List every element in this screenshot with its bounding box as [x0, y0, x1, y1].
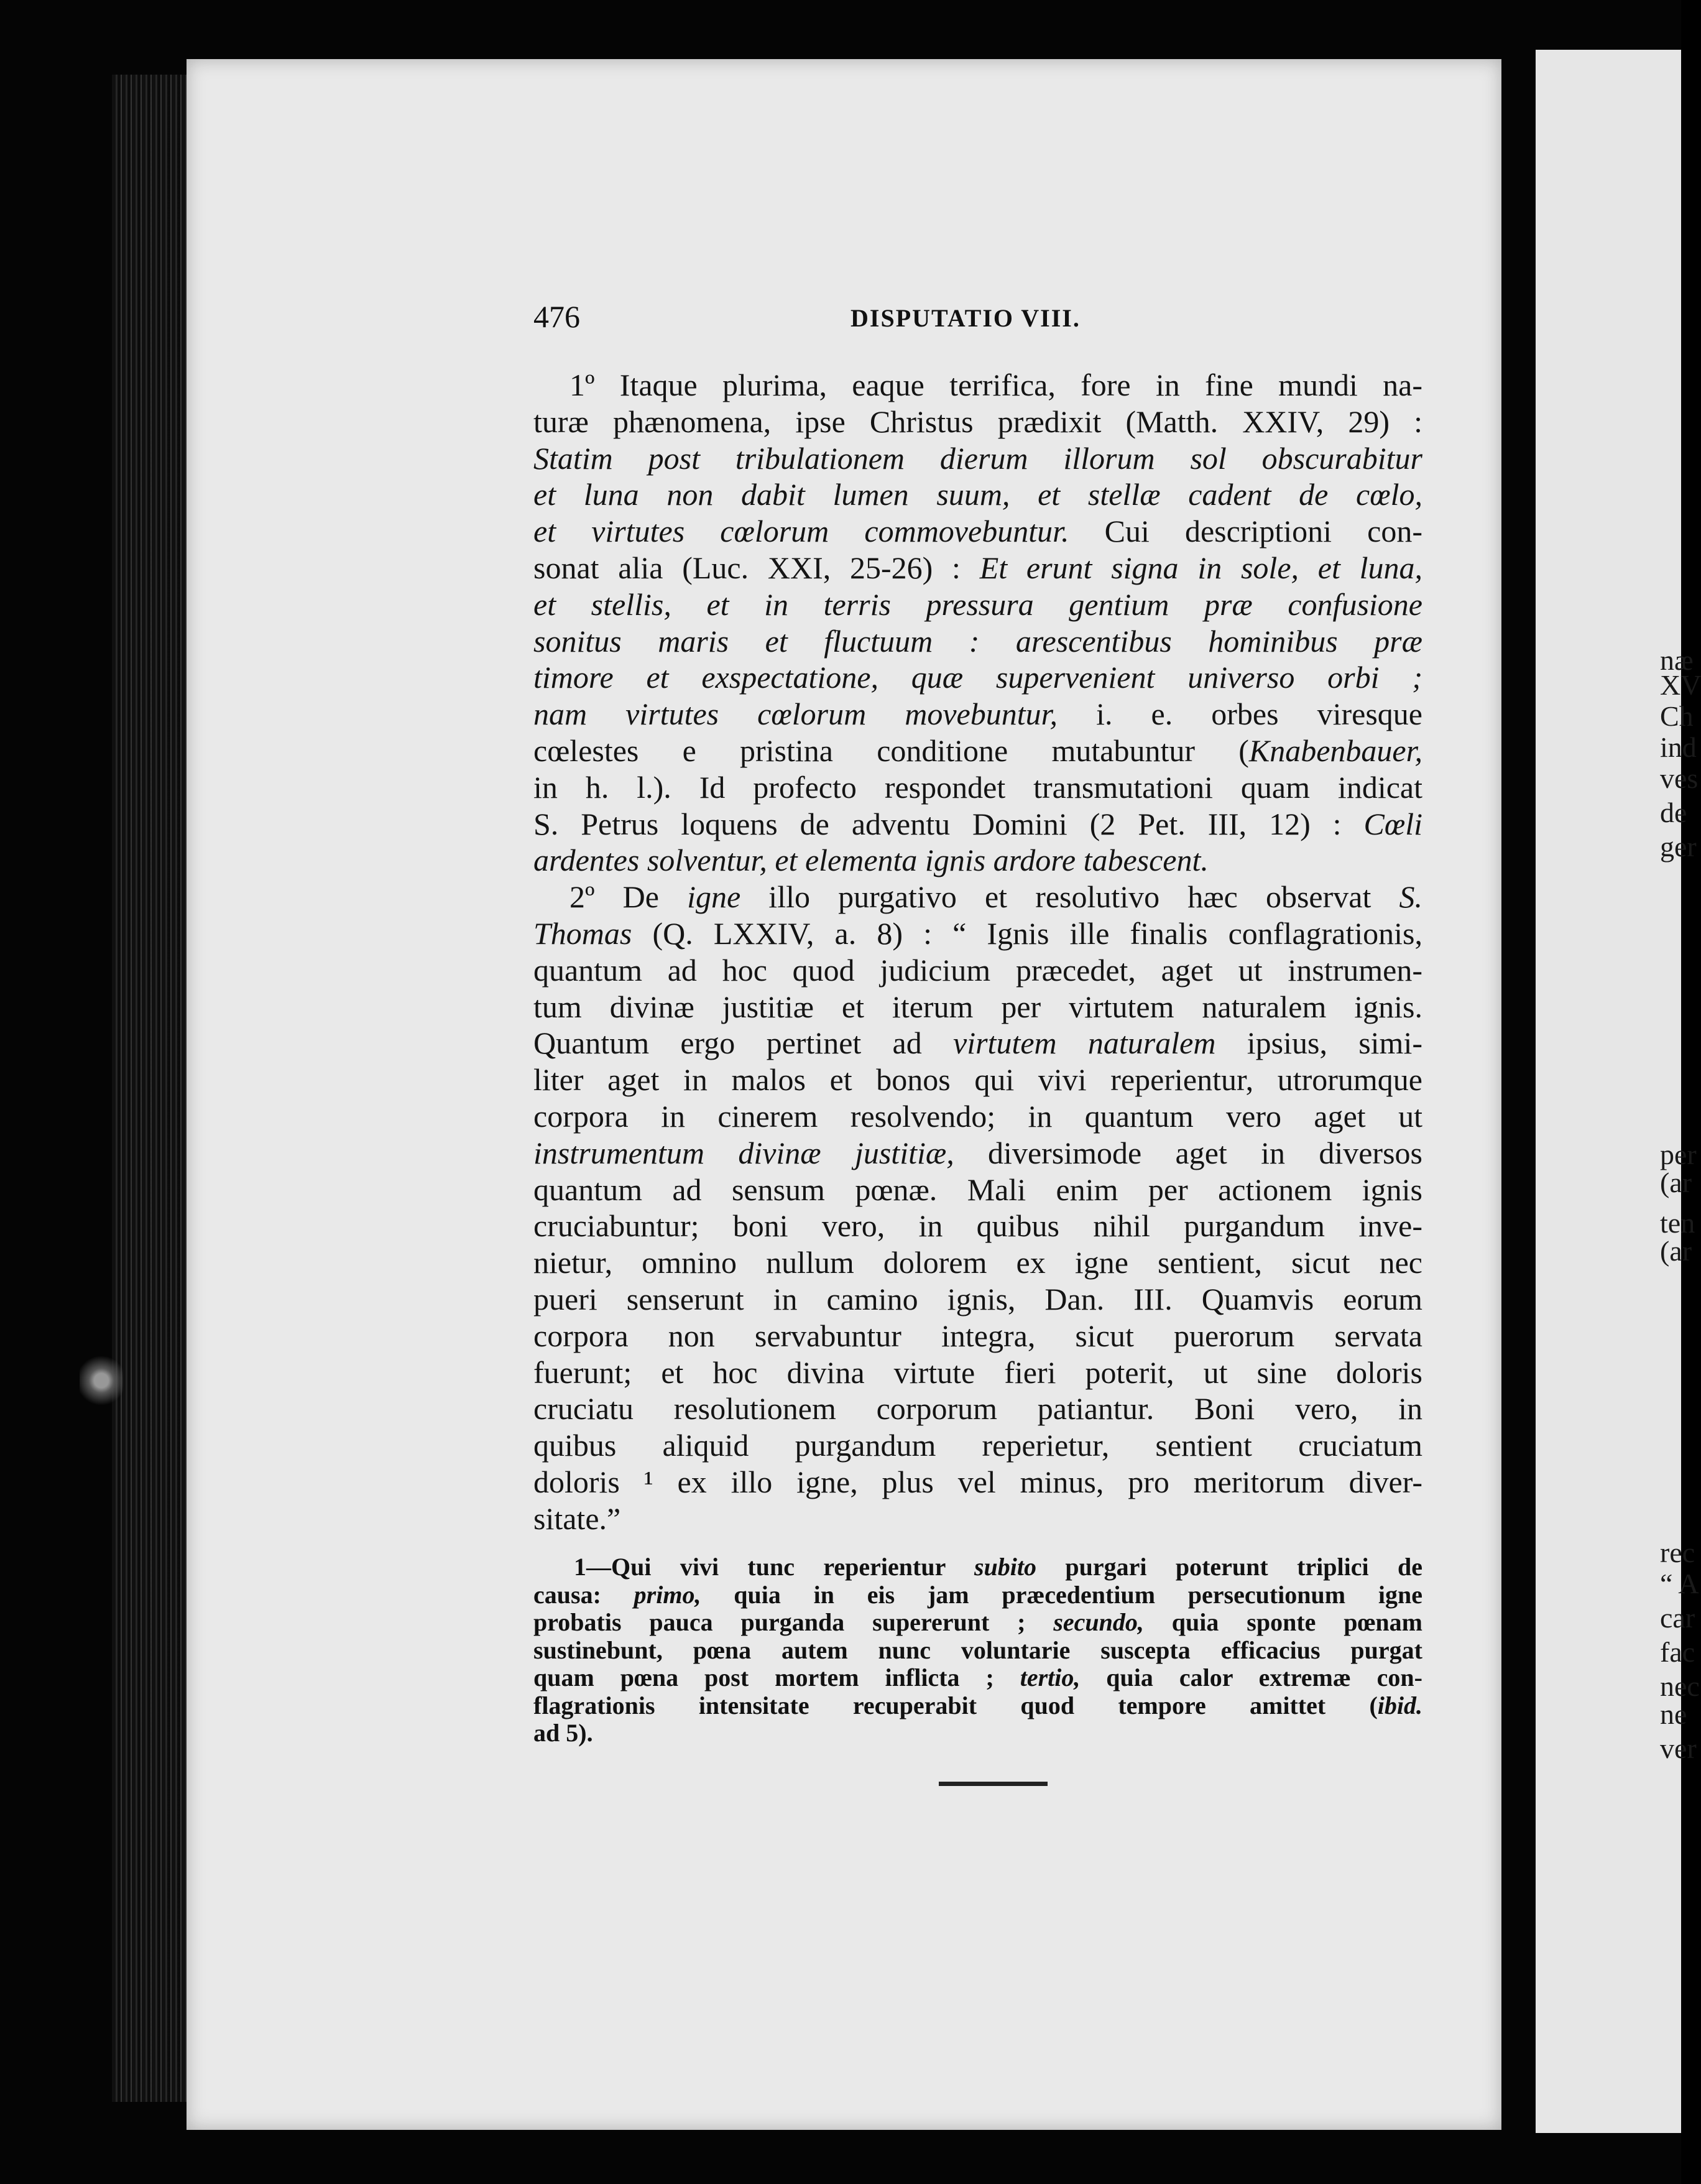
- facing-page-fragment: (ar: [1660, 1235, 1692, 1267]
- italic-text: subito: [974, 1553, 1037, 1581]
- page-number: 476: [533, 299, 580, 334]
- body-line: [533, 989, 1422, 1025]
- body-line: [533, 586, 1422, 623]
- footnote-line: [533, 1692, 1422, 1720]
- facing-page-fragment: ne: [1660, 1698, 1687, 1730]
- body-line: [533, 1501, 1422, 1537]
- facing-page-fragment: “ A: [1660, 1568, 1699, 1599]
- text-run: sustinebunt, pœna autem nunc voluntarie suscepta efficacius purgat: [533, 1636, 1422, 1664]
- text-run: liter aget in malos et bonos qui vivi reperientur, utrorumque: [533, 1062, 1422, 1098]
- page-header: [533, 298, 1422, 336]
- running-head: DISPUTATIO VIII.: [850, 304, 1081, 332]
- body-line: [533, 1062, 1422, 1098]
- footnote-line: [533, 1664, 1422, 1692]
- text-run: Quantum ergo pertinet ad: [533, 1025, 954, 1061]
- facing-page-fragment: ten: [1660, 1207, 1695, 1239]
- italic-text: Knabenbauer,: [1248, 733, 1422, 768]
- italic-text: instrumentum divinæ justitiæ,: [533, 1135, 954, 1170]
- body-line: [533, 1318, 1422, 1354]
- body-line: [533, 879, 1422, 915]
- body-line: [533, 659, 1422, 696]
- italic-text: timore et exspectatione, quæ supervenient universo orbi ;: [533, 660, 1422, 695]
- body-line: [533, 842, 1422, 879]
- facing-page-fragment: (ar: [1660, 1167, 1692, 1198]
- italic-text: secundo,: [1053, 1608, 1144, 1636]
- text-run: S. Petrus loquens de adventu Domini (2 Pet. III, 12) :: [533, 806, 1364, 841]
- body-line: [533, 769, 1422, 806]
- body-line: [533, 1390, 1422, 1427]
- text-run: illo purgativo et resolutivo hæc observat: [740, 879, 1399, 915]
- body-line: [533, 1464, 1422, 1501]
- facing-page-fragment: ves: [1660, 762, 1699, 794]
- ink-smudge: [80, 1353, 123, 1409]
- body-line: [533, 1244, 1422, 1281]
- body-line: [533, 733, 1422, 769]
- facing-page-fragment: de: [1660, 797, 1687, 828]
- italic-text: et stellis, et in terris pressura gentium præ confusione: [533, 586, 1422, 622]
- italic-text: tertio,: [1020, 1663, 1081, 1691]
- text-run: quia sponte pœnam: [1143, 1608, 1422, 1636]
- facing-page-fragment: rec: [1660, 1537, 1695, 1568]
- text-run: ad 5).: [533, 1719, 593, 1747]
- facing-page-fragment: XV: [1660, 669, 1701, 701]
- text-run: quia in eis jam præcedentium persecutionum igne: [701, 1580, 1422, 1609]
- body-line: [533, 476, 1422, 513]
- end-rule: [939, 1782, 1048, 1786]
- text-run: doloris ¹ ex illo igne, plus vel minus, pro meritorum diver-: [533, 1464, 1422, 1499]
- body-line: [533, 550, 1422, 586]
- text-run: cœlestes e pristina conditione mutabuntur (: [533, 733, 1249, 768]
- text-run: flagrationis intensitate recuperabit quod tempore amittet (: [533, 1691, 1378, 1719]
- italic-text: Statim post tribulationem dierum illorum sol obscurabitur: [533, 440, 1422, 476]
- facing-page-fragment: næ: [1660, 644, 1694, 676]
- body-line: [533, 623, 1422, 660]
- text-run: cruciatu resolutionem corporum patiantur. Boni vero, in: [533, 1391, 1422, 1427]
- text-run: pueri senserunt in camino ignis, Dan. III. Quamvis eorum: [533, 1281, 1422, 1316]
- italic-text: et virtutes cœlorum commovebuntur.: [533, 514, 1069, 549]
- text-run: tum divinæ justitiæ et iterum per virtutem naturalem ignis.: [533, 989, 1422, 1024]
- body-line: [533, 696, 1422, 733]
- body-line: [533, 1208, 1422, 1244]
- text-run: ipsius, simi-: [1215, 1025, 1422, 1061]
- footnote-line: [533, 1719, 1422, 1747]
- italic-text: Thomas: [533, 915, 632, 951]
- text-run: Cui descriptioni con-: [1069, 514, 1422, 549]
- facing-page-fragment: ger: [1660, 831, 1697, 863]
- text-run: (Q. LXXIV, a. 8) : “ Ignis ille finalis conflagrationis,: [632, 915, 1422, 951]
- body-line: [533, 1135, 1422, 1172]
- footnote-line: [533, 1637, 1422, 1665]
- body-line: [533, 404, 1422, 440]
- text-run: quia calor extremæ con-: [1080, 1663, 1423, 1691]
- text-run: probatis pauca purganda supererunt ;: [533, 1608, 1054, 1636]
- italic-text: primo,: [634, 1580, 701, 1609]
- italic-text: nam virtutes cœlorum movebuntur,: [533, 696, 1058, 732]
- body-line: [533, 1098, 1422, 1135]
- italic-text: ardentes solventur, et elementa ignis ardore tabescent.: [533, 843, 1209, 878]
- footnote-line: [533, 1553, 1422, 1581]
- text-run: causa:: [533, 1580, 634, 1609]
- text-run: purgari poterunt triplici de: [1036, 1553, 1422, 1581]
- text-run: fuerunt; et hoc divina virtute fieri poterit, ut sine doloris: [533, 1354, 1422, 1390]
- text-run: quam pœna post mortem inflicta ;: [533, 1663, 1020, 1691]
- facing-page-fragment: ind: [1660, 731, 1697, 763]
- italic-text: sonitus maris et fluctuum : arescentibus hominibus præ: [533, 623, 1422, 659]
- body-line: [533, 1172, 1422, 1208]
- text-run: i. e. orbes viresque: [1058, 696, 1422, 732]
- body-line: [533, 1025, 1422, 1062]
- italic-text: virtutem naturalem: [953, 1025, 1216, 1061]
- body-line: [533, 1427, 1422, 1464]
- text-run: corpora in cinerem resolvendo; in quantum vero aget ut: [533, 1098, 1422, 1134]
- text-run: quantum ad sensum pœnæ. Mali enim per actionem ignis: [533, 1172, 1422, 1207]
- italic-text: Cœli: [1363, 806, 1422, 841]
- body-line: [533, 440, 1422, 477]
- text-run: turæ phænomena, ipse Christus prædixit (Matth. XXIV, 29) :: [533, 404, 1422, 439]
- text-run: cruciabuntur; boni vero, in quibus nihil purgandum inve-: [533, 1208, 1422, 1244]
- facing-page-fragment: car: [1660, 1602, 1695, 1634]
- body-text: [533, 367, 1422, 1537]
- facing-page-fragment: Ch: [1660, 700, 1694, 732]
- text-run: sonat alia (Luc. XXI, 25-26) :: [533, 550, 980, 585]
- body-line: [533, 367, 1422, 404]
- facing-page-fragment: fac: [1660, 1636, 1695, 1668]
- italic-text: ibid.: [1377, 1691, 1422, 1719]
- text-run: quantum ad hoc quod judicium præcedet, aget ut instrumen-: [533, 952, 1422, 988]
- italic-text: igne: [687, 879, 741, 915]
- text-run: nietur, omnino nullum dolorem ex igne sentient, sicut nec: [533, 1245, 1422, 1280]
- italic-text: S.: [1399, 879, 1422, 915]
- text-run: corpora non servabuntur integra, sicut puerorum servata: [533, 1318, 1422, 1353]
- text-run: 1—Qui vivi tunc reperientur: [574, 1553, 974, 1581]
- italic-text: Et erunt signa in sole, et luna,: [979, 550, 1423, 585]
- facing-page-fragment: per: [1660, 1139, 1697, 1170]
- text-run: diversimode aget in diversos: [954, 1135, 1422, 1170]
- italic-text: et luna non dabit lumen suum, et stellæ cadent de cœlo,: [533, 477, 1422, 512]
- body-line: [533, 1354, 1422, 1391]
- body-line: [533, 806, 1422, 843]
- text-run: in h. l.). Id profecto respondet transmutationi quam indicat: [533, 769, 1422, 805]
- facing-page: [1536, 50, 1701, 2133]
- text-run: quibus aliquid purgandum reperietur, sentient cruciatum: [533, 1428, 1422, 1463]
- body-line: [533, 915, 1422, 952]
- footnote-line: [533, 1609, 1422, 1637]
- body-line: [533, 513, 1422, 550]
- facing-page-fragment: nec: [1660, 1670, 1700, 1702]
- text-run: sitate.”: [533, 1501, 621, 1536]
- text-run: 1º Itaque plurima, eaque terrifica, fore in fine mundi na-: [569, 368, 1422, 402]
- footnote-line: [533, 1581, 1422, 1609]
- body-line: [533, 952, 1422, 989]
- footnote: [533, 1553, 1422, 1747]
- body-line: [533, 1281, 1422, 1318]
- facing-page-fragment: ver: [1660, 1733, 1697, 1764]
- text-run: 2º De: [569, 879, 688, 915]
